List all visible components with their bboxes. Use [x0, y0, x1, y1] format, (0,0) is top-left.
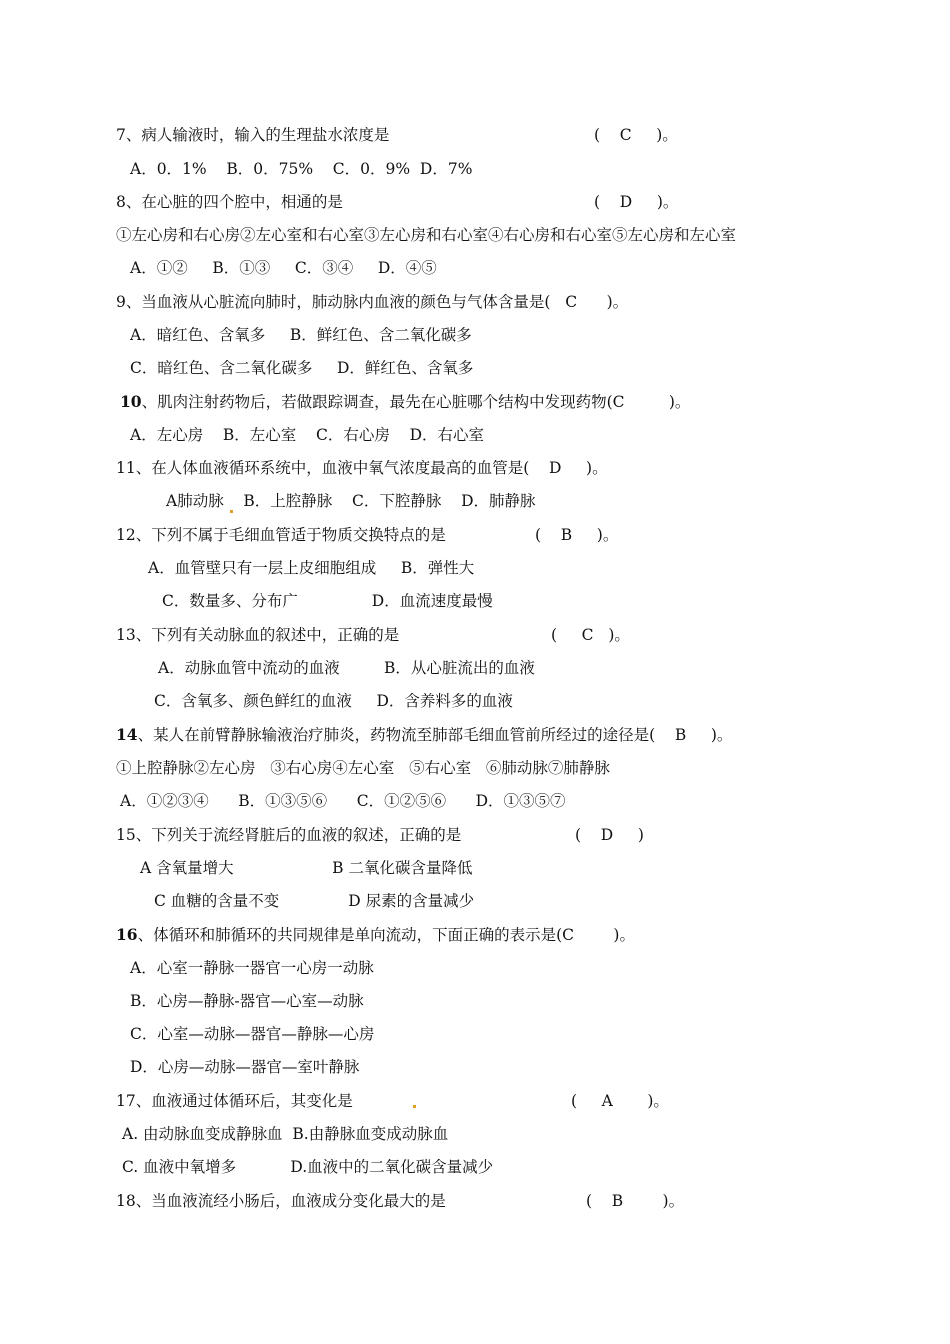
- stray-mark: [413, 1105, 416, 1108]
- question-16-option-d: D．心房—动脉—器官—室叶静脉: [130, 1058, 360, 1076]
- question-15-stem: 15、下列关于流经肾脏后的血液的叙述，正确的是: [116, 826, 462, 844]
- question-12-options-ab: A．血管壁只有一层上皮细胞组成 B．弹性大: [148, 559, 475, 577]
- question-8-options: A．①② B．①③ C．③④ D．④⑤: [130, 259, 437, 277]
- question-17-options-cd: C. 血液中氧增多 D.血液中的二氧化碳含量减少: [122, 1158, 494, 1176]
- question-15-options-cd: C 血糖的含量不变 D 尿素的含量减少: [154, 892, 475, 910]
- question-16-option-a: A．心室一静脉一器官一心房一动脉: [130, 959, 374, 977]
- question-14-items: ①上腔静脉②左心房 ③右心房④左心室 ⑤右心室 ⑥肺动脉⑦肺静脉: [116, 759, 610, 777]
- question-12-answer: ( B )。: [535, 526, 619, 544]
- question-14-number: 14: [116, 725, 138, 744]
- question-14-text: 、某人在前臂静脉输液治疗肺炎，药物流至肺部毛细血管前所经过的途径是( B )。: [137, 726, 733, 744]
- question-17-stem: 17、血液通过体循环后，其变化是: [116, 1092, 353, 1110]
- question-13-options-ab: A．动脉血管中流动的血液 B．从心脏流出的血液: [158, 659, 535, 677]
- question-8-items: ①左心房和右心房②左心室和右心室③左心房和右心室④右心房和右心室⑤左心房和左心室: [116, 226, 737, 244]
- question-10-stem: [120, 392, 690, 412]
- question-11-stem: 11、在人体血液循环系统中，血液中氧气浓度最高的血管是( D )。: [116, 459, 608, 477]
- question-8-stem: 8、在心脏的四个腔中，相通的是: [116, 193, 343, 211]
- question-12-options-cd: C．数量多、分布广 D．血流速度最慢: [162, 592, 493, 610]
- question-13-answer: ( C )。: [551, 626, 630, 644]
- question-13-stem: 13、下列有关动脉血的叙述中，正确的是: [116, 626, 400, 644]
- question-16-option-c: C．心室—动脉—器官—静脉—心房: [130, 1025, 375, 1043]
- question-7-options: A．0．1% B．0．75% C．0．9% D．7%: [130, 160, 473, 178]
- question-16-stem: [116, 925, 635, 945]
- question-11-options: A肺动脉 B．上腔静脉 C．下腔静脉 D．肺静脉: [166, 492, 536, 510]
- question-16-option-b: B．心房—静脉-器官—心室—动脉: [130, 992, 364, 1010]
- question-10-number: 10: [120, 392, 142, 411]
- question-9-stem: 9、当血液从心脏流向肺时，肺动脉内血液的颜色与气体含量是( C )。: [116, 293, 629, 311]
- question-15-answer: ( D ): [575, 826, 644, 844]
- question-9-options-cd: C．暗红色、含二氧化碳多 D．鲜红色、含氧多: [130, 359, 474, 377]
- question-9-options-ab: A．暗红色、含氧多 B．鲜红色、含二氧化碳多: [130, 326, 472, 344]
- stray-mark: [230, 510, 233, 513]
- question-16-text: 、体循环和肺循环的共同规律是单向流动，下面正确的表示是(C )。: [137, 926, 635, 944]
- question-8-answer: ( D )。: [594, 193, 679, 211]
- question-16-number: 16: [116, 925, 138, 944]
- question-13-options-cd: C．含氧多、颜色鲜红的血液 D．含养料多的血液: [154, 692, 513, 710]
- question-10-options: A．左心房 B．左心室 C．右心房 D．右心室: [130, 426, 484, 444]
- question-14-stem: [116, 725, 732, 745]
- question-10-text: 、肌肉注射药物后，若做跟踪调查，最先在心脏哪个结构中发现药物(C )。: [141, 393, 691, 411]
- question-12-stem: 12、下列不属于毛细血管适于物质交换特点的是: [116, 526, 446, 544]
- question-18-answer: ( B )。: [586, 1192, 685, 1210]
- question-14-options: A．①②③④ B．①③⑤⑥ C．①②⑤⑥ D．①③⑤⑦: [120, 792, 566, 810]
- question-18-stem: 18、当血液流经小肠后，血液成分变化最大的是: [116, 1192, 446, 1210]
- question-17-answer: ( A )。: [571, 1092, 669, 1110]
- question-7-stem: 7、病人输液时，输入的生理盐水浓度是: [116, 126, 390, 144]
- question-7-answer: ( C )。: [594, 126, 678, 144]
- question-15-options-ab: A 含氧量增大 B 二氧化碳含量降低: [140, 859, 473, 877]
- question-17-options-ab: A. 由动脉血变成静脉血 B.由静脉血变成动脉血: [122, 1125, 449, 1143]
